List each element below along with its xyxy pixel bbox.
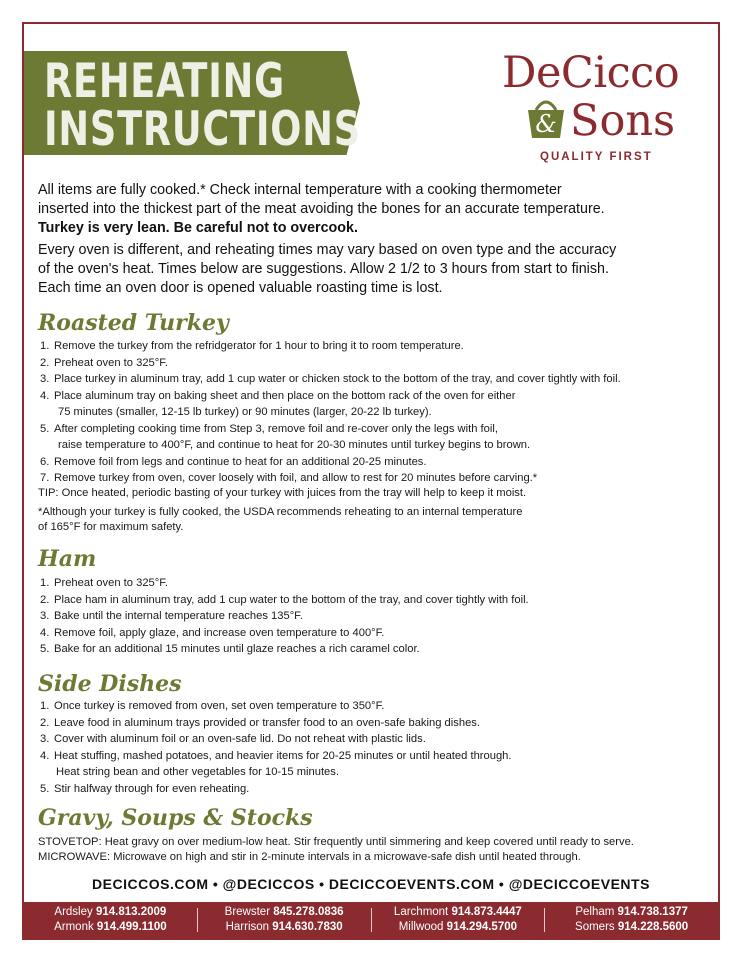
ham-steps bbox=[38, 575, 718, 658]
intro-line: Each time an oven door is opened valuable roasting time is lost. bbox=[38, 280, 443, 296]
location-block: Brewster 845.278.0836 Harrison 914.630.7830 bbox=[224, 906, 344, 933]
list-item: 4. Heat stuffing, mashed potatoes, and heavier items for 20-25 minutes or until heated through. Heat string bean and other vegetables for 10-15 minutes. bbox=[40, 749, 512, 778]
list-item: 2. Place ham in aluminum tray, add 1 cup water to the bottom of the tray, and cover tightly with foil. bbox=[40, 593, 529, 606]
list-item: 6. Remove foil from legs and continue to heat for an additional 20-25 minutes. bbox=[40, 455, 427, 468]
gravy-microwave: MICROWAVE: Microwave on high and stir in 2-minute intervals in a microwave-safe dish until heated through. bbox=[38, 851, 581, 863]
list-item: 1. Once turkey is removed from oven, set oven temperature to 350°F. bbox=[40, 700, 385, 712]
locations-footer bbox=[24, 902, 718, 938]
list-item: 7. Remove turkey from oven, cover loosely with foil, and allow to rest for 20 minutes before carving.* bbox=[40, 472, 538, 484]
logo-ampersand: & bbox=[535, 110, 557, 138]
list-item: 3. Cover with aluminum foil or an oven-safe lid. Do not reheat with plastic lids. bbox=[40, 733, 426, 745]
intro-line: of the oven's heat. Times below are suggestions. Allow 2 1/2 to 3 hours from start to finish. bbox=[38, 261, 609, 277]
section-title-sides: Side Dishes bbox=[38, 671, 182, 697]
page-title bbox=[44, 54, 361, 157]
intro-line: Turkey is very lean. Be careful not to overcook. bbox=[38, 220, 358, 236]
intro-paragraph-2 bbox=[38, 241, 718, 298]
list-item: 5. Bake for an additional 15 minutes until glaze reaches a rich caramel color. bbox=[40, 643, 420, 655]
logo-name-bottom: Sons bbox=[570, 96, 676, 146]
list-item: 2. Preheat oven to 325°F. bbox=[40, 356, 168, 369]
location-block: Ardsley 914.813.2009 Armonk 914.499.1100 bbox=[54, 906, 167, 933]
turkey-footnote bbox=[38, 505, 718, 535]
list-item: 1. Preheat oven to 325°F. bbox=[40, 577, 168, 589]
section-title-ham: Ham bbox=[38, 546, 97, 572]
title-line-1: REHEATING bbox=[44, 54, 285, 109]
section-title-gravy: Gravy, Soups & Stocks bbox=[38, 805, 313, 831]
web-links[interactable]: DECICCOS.COM • @DECICCOS • DECICCOEVENTS.COM • @DECICCOEVENTS bbox=[92, 876, 650, 892]
list-item: 1. Remove the turkey from the refridgerator for 1 hour to bring it to room temperature. bbox=[40, 340, 464, 352]
list-item: 3. Place turkey in aluminum tray, add 1 cup water or chicken stock to the bottom of the tray, and cover tightly with foil. bbox=[40, 373, 621, 385]
intro-line: All items are fully cooked.* Check internal temperature with a cooking thermometer bbox=[38, 182, 562, 198]
list-item: 3. Bake until the internal temperature reaches 135°F. bbox=[40, 610, 303, 622]
logo-tagline: QUALITY FIRST bbox=[540, 151, 653, 163]
section-title-turkey: Roasted Turkey bbox=[38, 310, 229, 336]
list-item: 2. Leave food in aluminum trays provided or transfer food to an oven-safe baking dishes. bbox=[40, 716, 480, 729]
location-block: Larchmont 914.873.4447 Millwood 914.294.5700 bbox=[393, 906, 522, 933]
title-line-2: INSTRUCTIONS bbox=[44, 102, 361, 157]
list-item: 5. Stir halfway through for even reheating. bbox=[40, 782, 250, 795]
list-item: 5. After completing cooking time from Step 3, remove foil and re-cover only the legs with foil, raise temperature to 400°F, and continue to heat for 20-30 minutes until turkey begins to brown. bbox=[40, 422, 531, 451]
logo-basket-icon bbox=[522, 92, 570, 142]
footnote-line: of 165°F for maximum safety. bbox=[38, 521, 184, 533]
footnote-line: *Although your turkey is fully cooked, the USDA recommends reheating to an internal temperature bbox=[38, 506, 523, 518]
turkey-tip: TIP: Once heated, periodic basting of your turkey with juices from the tray will help to keep it moist. bbox=[38, 487, 527, 499]
turkey-steps bbox=[38, 338, 718, 487]
intro-line: inserted into the thickest part of the meat avoiding the bones for an accurate temperature. bbox=[38, 201, 605, 217]
gravy-stovetop: STOVETOP: Heat gravy on over medium-low heat. Stir frequently until simmering and keep covered until ready to serve. bbox=[38, 836, 634, 848]
sides-steps bbox=[38, 698, 718, 797]
list-item: 4. Place aluminum tray on baking sheet and then place on the bottom rack of the oven for either 75 minutes (smaller, 12-15 lb turkey) or 90 minutes (larger, 20-22 lb turkey). bbox=[40, 389, 516, 418]
location-block: Pelham 914.738.1377 Somers 914.228.5600 bbox=[575, 906, 689, 933]
list-item: 4. Remove foil, apply glaze, and increase oven temperature to 400°F. bbox=[40, 626, 385, 639]
intro-paragraph-1 bbox=[38, 181, 718, 238]
intro-line: Every oven is different, and reheating times may vary based on oven type and the accuracy bbox=[38, 242, 617, 258]
logo-name-top: DeCicco bbox=[502, 48, 680, 98]
